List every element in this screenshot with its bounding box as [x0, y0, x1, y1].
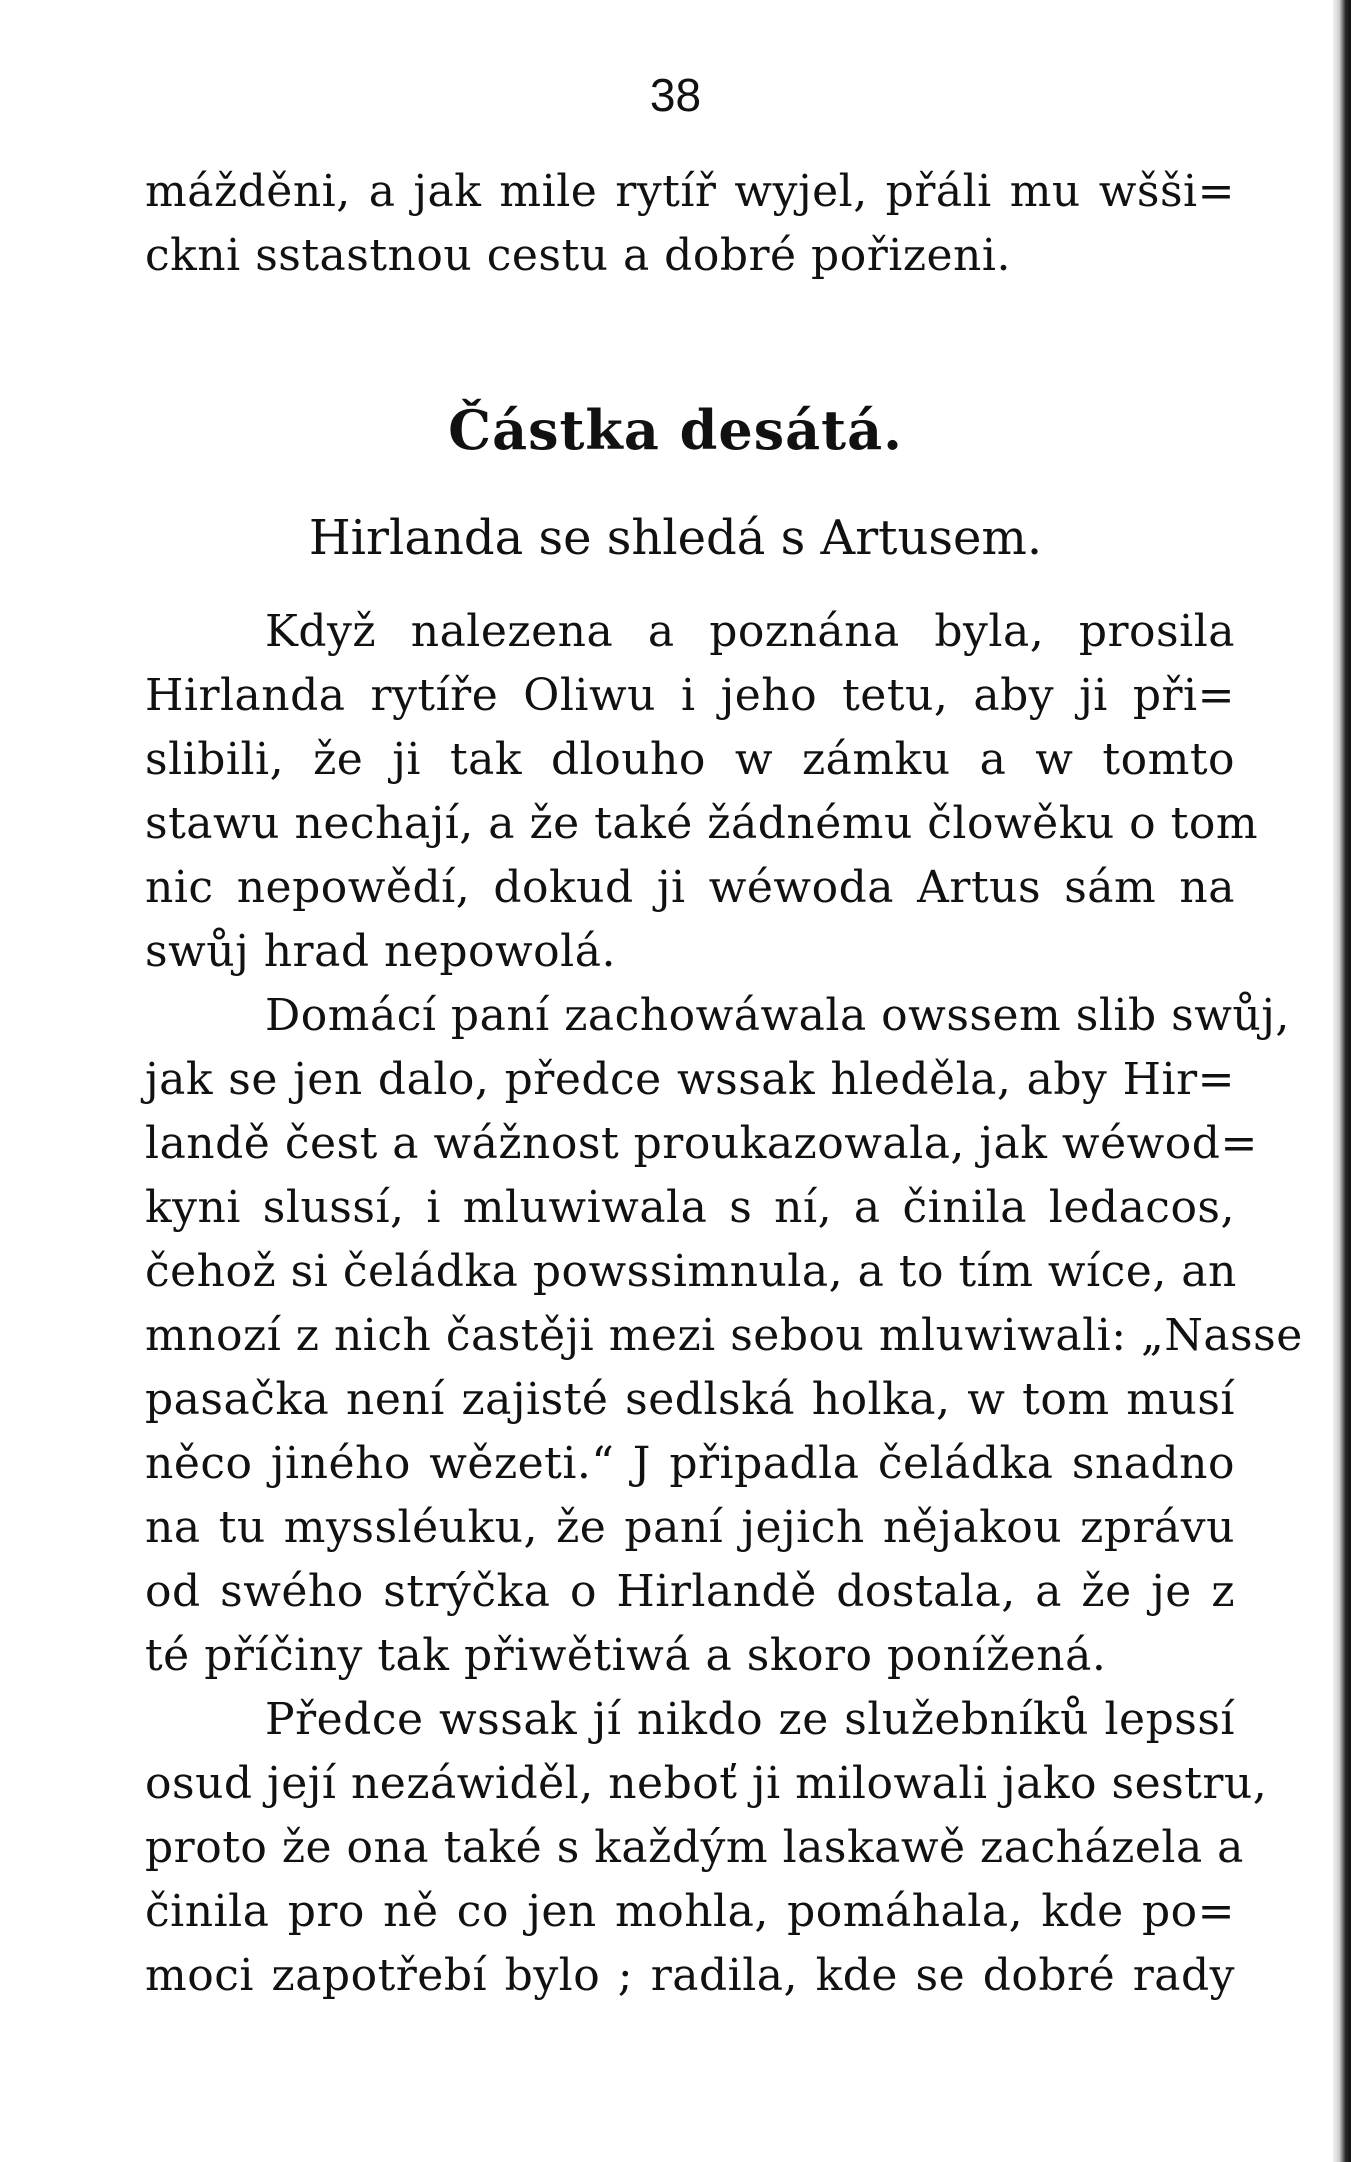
opening-text	[145, 160, 1235, 288]
text-line: stawu nechají, a že také žádnému člowěku o tom	[145, 798, 1259, 849]
text-line: něco jiného wězeti.“ J připadla čeládka snadno	[145, 1438, 1235, 1489]
text-line: nic nepowědí, dokud ji wéwoda Artus sám na	[145, 862, 1235, 913]
paragraph-2	[145, 984, 1303, 1688]
text-line: mážděni, a jak mile rytíř wyjel, přáli mu wšši=	[145, 166, 1235, 217]
chapter-subtitle: Hirlanda se shledá s Artusem.	[308, 510, 1043, 566]
text-line: pasačka není zajisté sedlská holka, w tom musí	[145, 1374, 1235, 1425]
text-line: čehož si čeládka powssimnula, a to tím wíce, an	[145, 1246, 1237, 1297]
text-line: Když nalezena a poznána byla, prosila	[265, 606, 1235, 657]
text-line: činila pro ně co jen mohla, pomáhala, kde po=	[145, 1886, 1235, 1937]
text-line: landě čest a wážnost proukazowala, jak wéwod=	[145, 1118, 1258, 1169]
text-line: moci zapotřebí bylo ; radila, kde se dobré rady	[145, 1950, 1235, 2001]
text-line: ckni sstastnou cestu a dobré pořizeni.	[145, 230, 1011, 281]
text-line: Předce wssak jí nikdo ze služebníků lepssí	[265, 1694, 1235, 1745]
text-line: mnozí z nich častěji mezi sebou mluwiwali: „Nasse	[145, 1310, 1303, 1361]
paragraph-1	[145, 600, 1259, 984]
text-line: Domácí paní zachowáwala owssem slib swůj,	[265, 990, 1290, 1041]
text-line: od swého strýčka o Hirlandě dostala, a že je z	[145, 1566, 1235, 1617]
text-line: osud její nezáwiděl, neboť ji milowali jako sestru,	[145, 1758, 1268, 1809]
text-line: jak se jen dalo, předce wssak hleděla, aby Hir=	[145, 1054, 1235, 1105]
paragraph-3	[145, 1688, 1268, 2008]
text-line: proto že ona také s každým laskawě zacházela a	[145, 1822, 1244, 1873]
text-line: Hirlanda rytíře Oliwu i jeho tetu, aby ji při=	[145, 670, 1235, 721]
text-line: na tu myssléuku, že paní jejich nějakou zprávu	[145, 1502, 1235, 1553]
page-edge-shadow	[1333, 0, 1351, 2162]
page-number: 38	[649, 69, 702, 121]
text-line: té příčiny tak přiwětiwá a skoro ponížená.	[145, 1630, 1107, 1681]
text-line: swůj hrad nepowolá.	[145, 926, 616, 977]
text-line: kyni slussí, i mluwiwala s ní, a činila ledacos,	[145, 1182, 1235, 1233]
chapter-heading: Částka desátá.	[448, 398, 903, 462]
text-line: slibili, že ji tak dlouho w zámku a w tomto	[145, 734, 1235, 785]
